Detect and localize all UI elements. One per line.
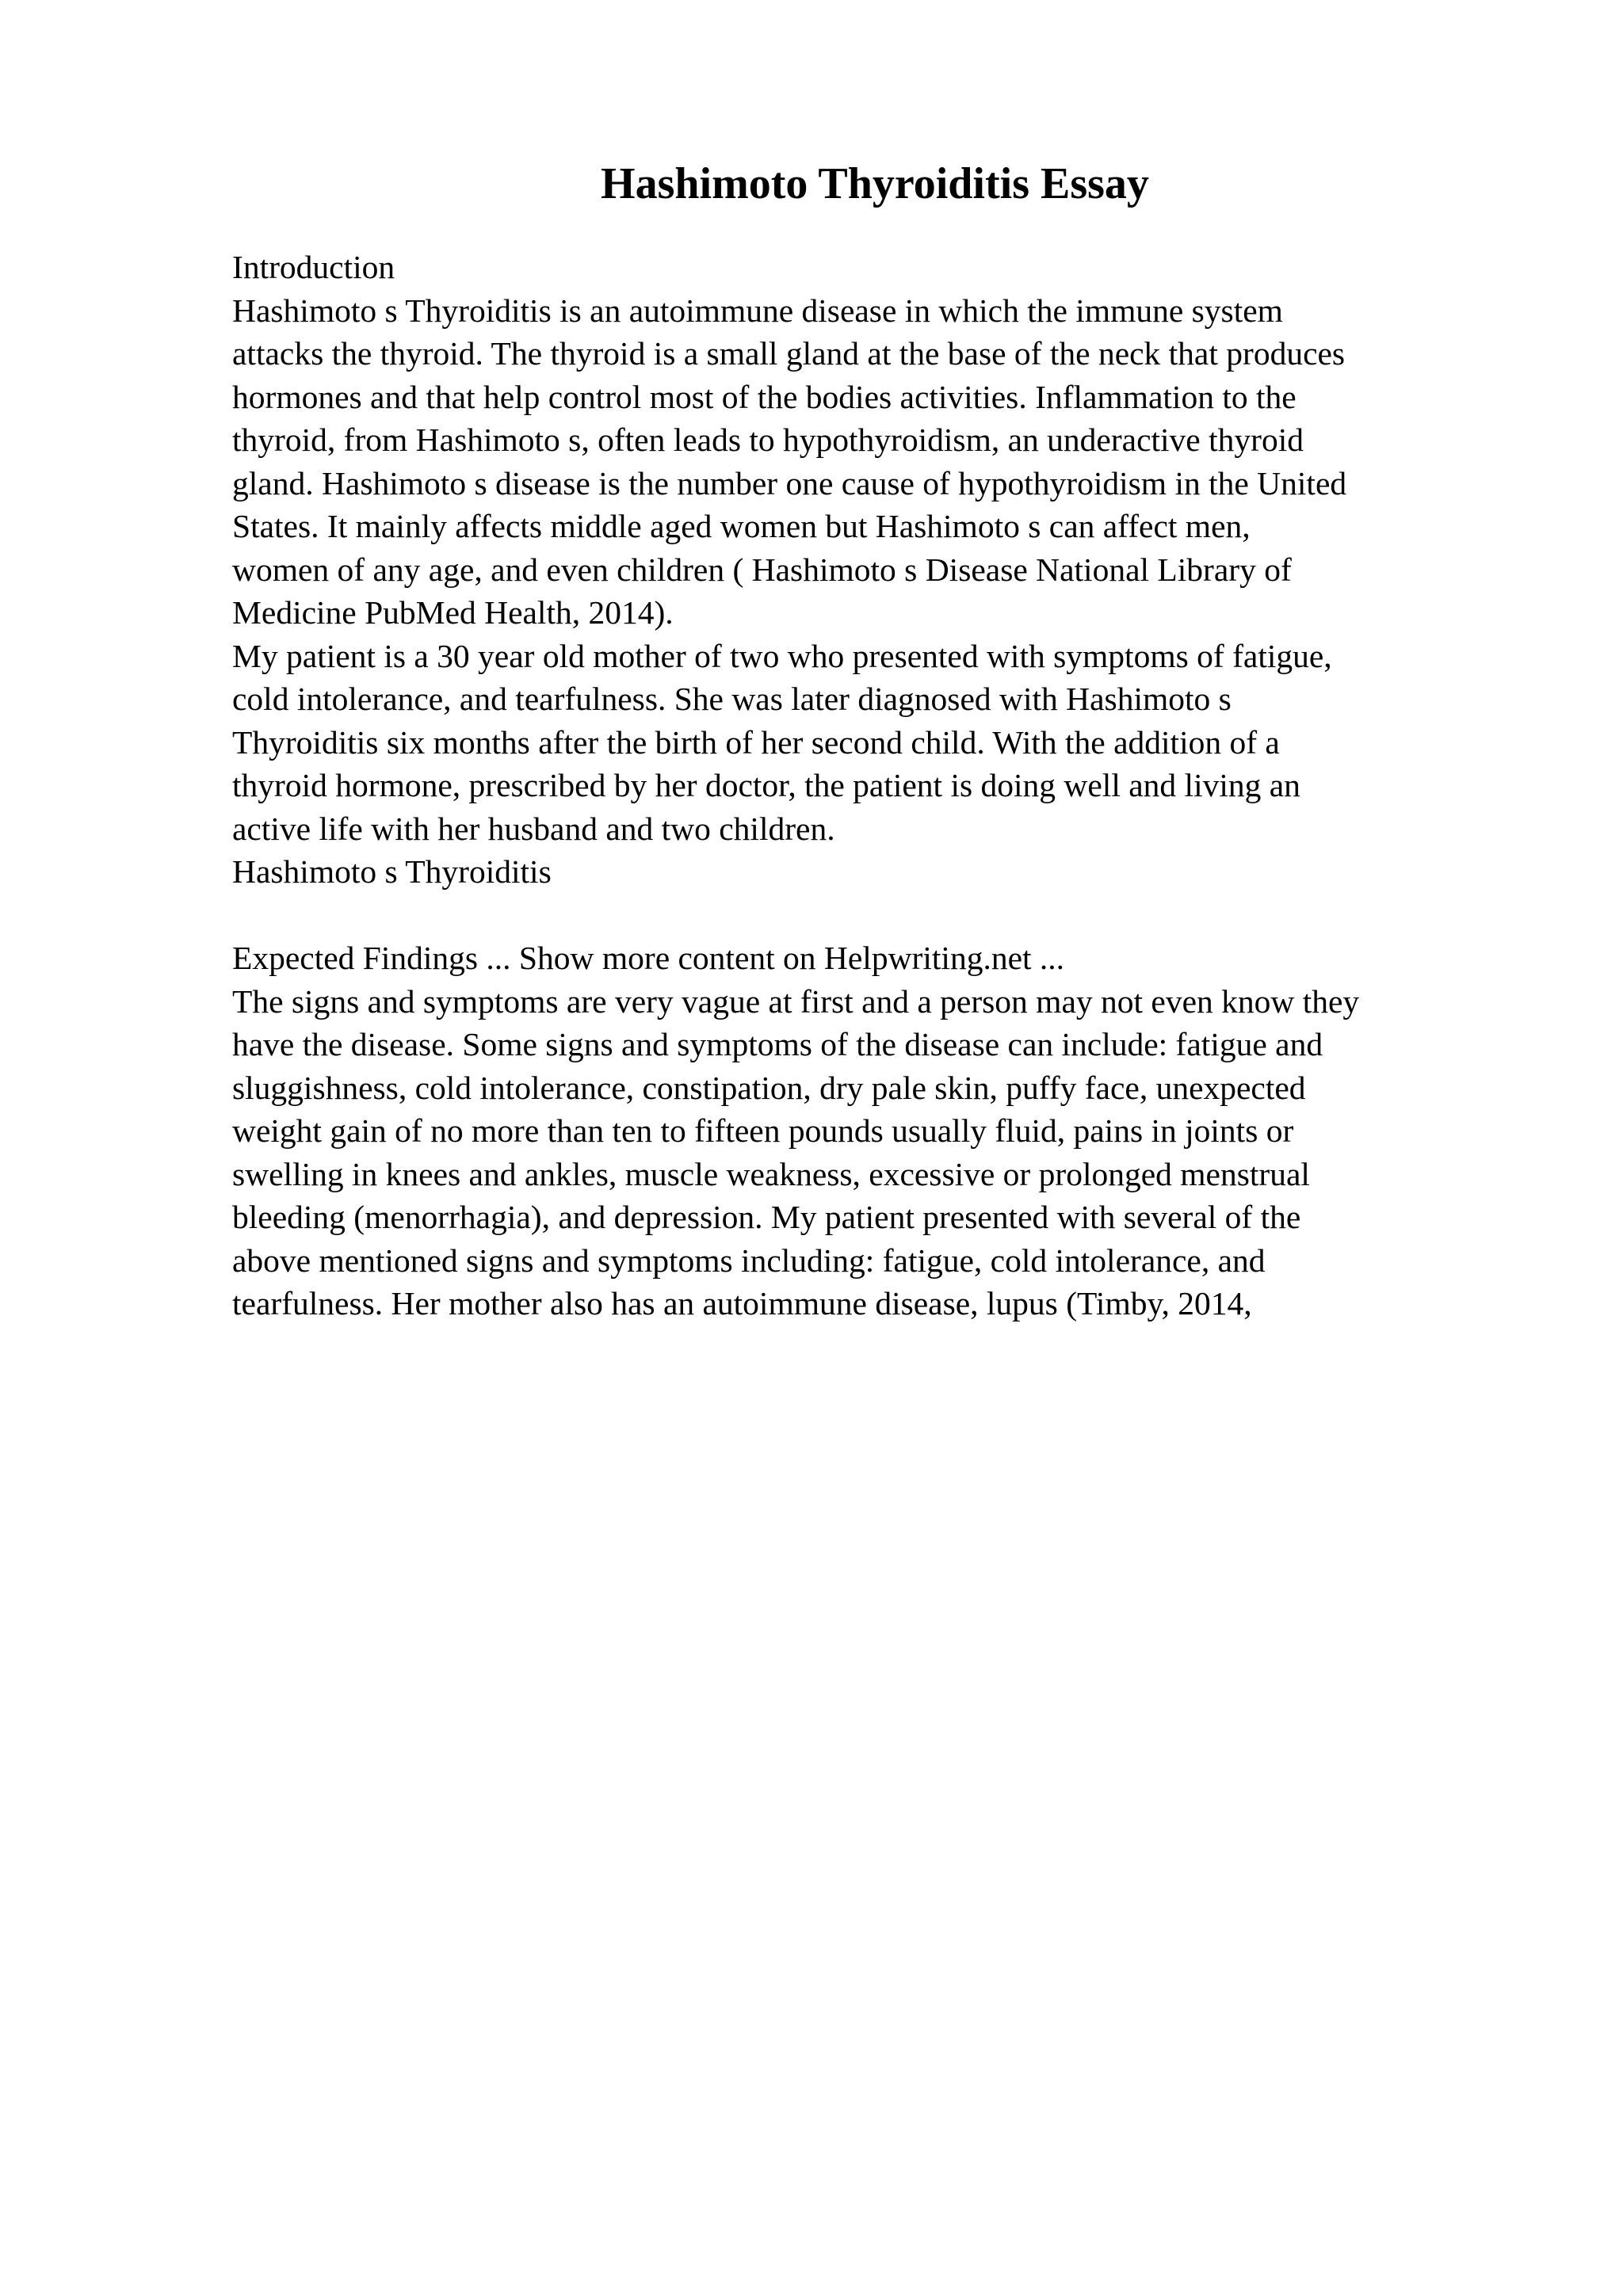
section-heading-hashimoto: Hashimoto s Thyroiditis: [232, 853, 552, 890]
body-line: above mentioned signs and symptoms including: fatigue, cold intolerance, and: [232, 1241, 1266, 1279]
body-line: gland. Hashimoto s disease is the number one cause of hypothyroidism in the United: [232, 464, 1347, 502]
body-line: hormones and that help control most of the bodies activities. Inflammation to the: [232, 378, 1296, 415]
body-line: attacks the thyroid. The thyroid is a small gland at the base of the neck that produces: [232, 335, 1346, 372]
body-line: swelling in knees and ankles, muscle weakness, excessive or prolonged menstrual: [232, 1155, 1310, 1192]
body-line: have the disease. Some signs and symptoms of the disease can include: fatigue and: [232, 1026, 1323, 1062]
body-line: women of any age, and even children ( Hashimoto s Disease National Library of: [232, 551, 1292, 588]
body-line: sluggishness, cold intolerance, constipation, dry pale skin, puffy face, unexpected: [232, 1069, 1306, 1106]
body-line: weight gain of no more than ten to fifteen pounds usually fluid, pains in joints or: [232, 1112, 1294, 1149]
body-line: Hashimoto s Thyroiditis is an autoimmune disease in which the immune system: [232, 292, 1283, 329]
blank-line: [232, 894, 1532, 937]
section-heading-expected-findings: Expected Findings ... Show more content on Helpwriting.net ...: [232, 940, 1065, 976]
body-line: thyroid, from Hashimoto s, often leads to hypothyroidism, an underactive thyroid: [232, 421, 1304, 458]
body-line: States. It mainly affects middle aged women but Hashimoto s can affect men,: [232, 508, 1251, 544]
body-line: My patient is a 30 year old mother of two who presented with symptoms of fatigue,: [232, 637, 1332, 674]
essay-body: [232, 246, 1532, 1325]
body-line: The signs and symptoms are very vague at first and a person may not even know they: [232, 982, 1360, 1020]
body-line: active life with her husband and two children.: [232, 810, 835, 847]
page-title: Hashimoto Thyroiditis Essay: [601, 159, 1149, 208]
body-line: cold intolerance, and tearfulness. She was later diagnosed with Hashimoto s: [232, 681, 1232, 717]
body-line: Medicine PubMed Health, 2014).: [232, 594, 674, 631]
section-heading-introduction: Introduction: [232, 249, 395, 285]
body-line: bleeding (menorrhagia), and depression. My patient presented with several of the: [232, 1199, 1301, 1235]
body-line: tearfulness. Her mother also has an autoimmune disease, lupus (Timby, 2014,: [232, 1285, 1252, 1322]
body-line: thyroid hormone, prescribed by her doctor, the patient is doing well and living an: [232, 767, 1300, 803]
body-line: Thyroiditis six months after the birth of her second child. With the addition of a: [232, 723, 1280, 761]
